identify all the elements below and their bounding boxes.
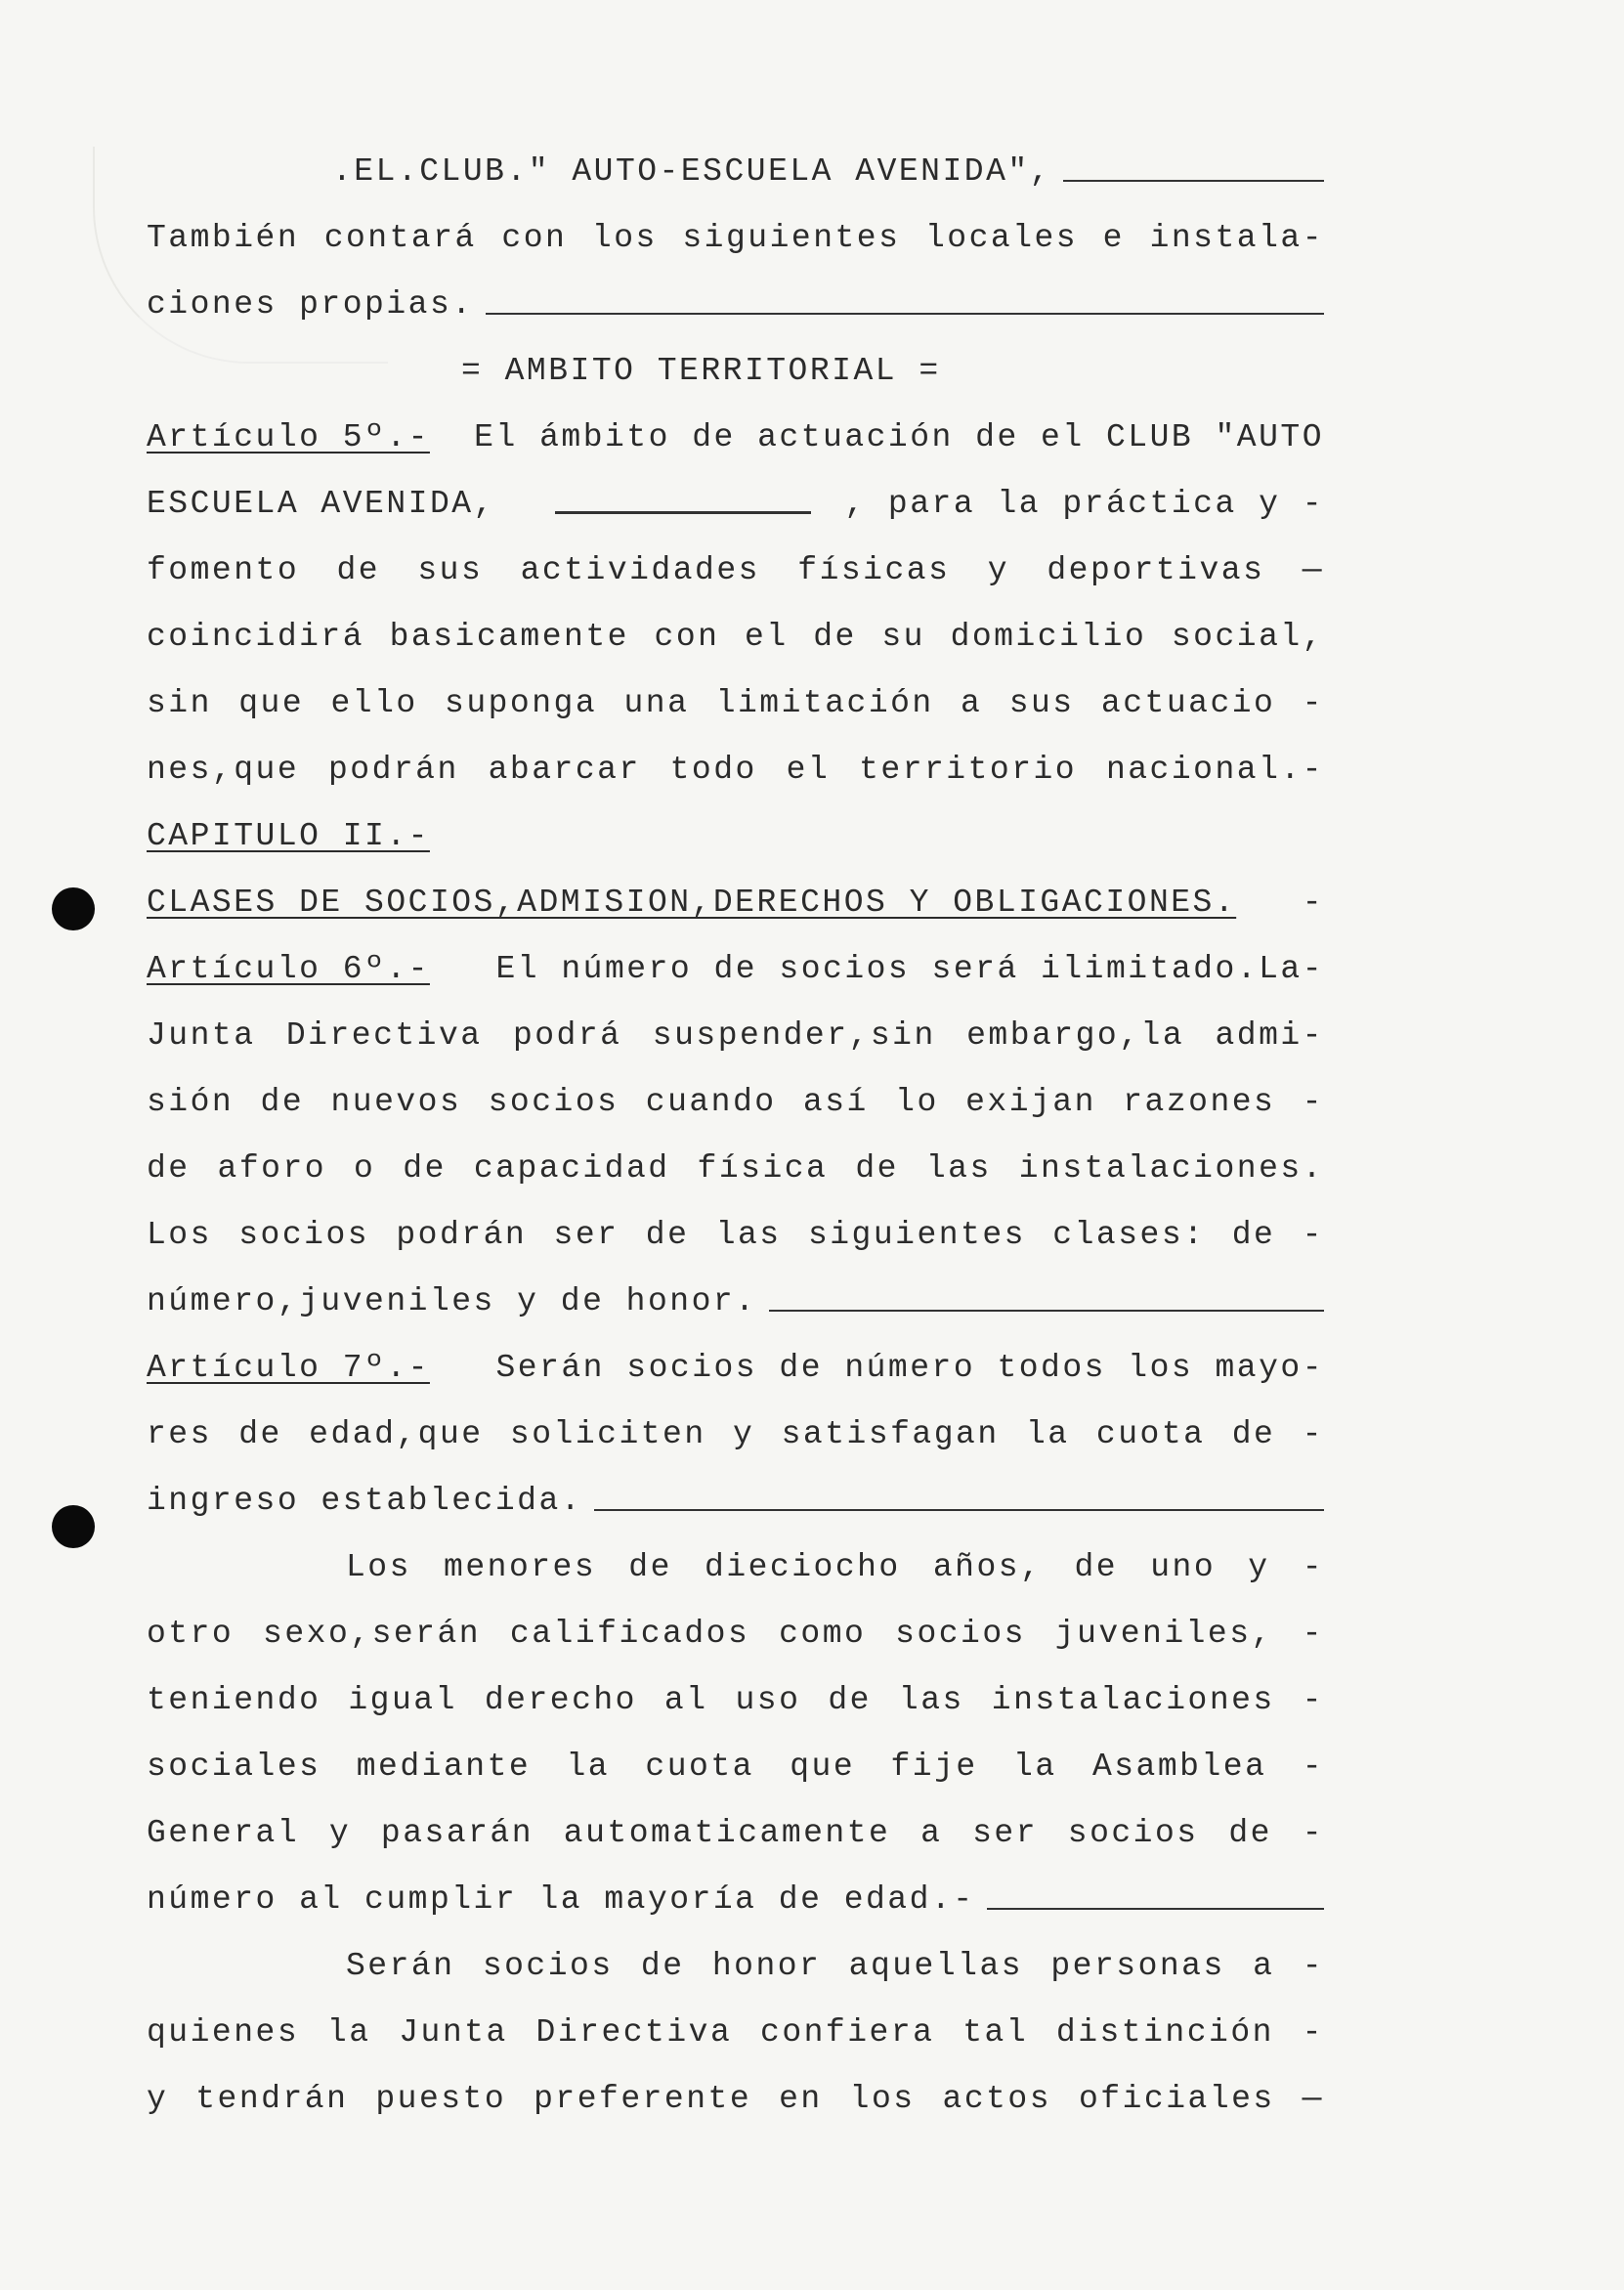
text-line — [147, 1734, 1324, 1800]
text-line — [147, 2066, 1324, 2133]
line-text: quienes la Junta Directiva confiera tal distinción - — [147, 2014, 1324, 2051]
text-line — [147, 604, 1324, 670]
line-text: General y pasarán automaticamente a ser socios de - — [147, 1815, 1324, 1851]
line-text: y tendrán puesto preferente en los actos oficiales — — [147, 2081, 1324, 2117]
line-text: - — [1302, 885, 1324, 921]
line-text: El número de socios será ilimitado.La- — [495, 951, 1324, 987]
text-line — [147, 1136, 1324, 1202]
text-line — [147, 1933, 1324, 2000]
text-line — [147, 2000, 1324, 2066]
blank-rule — [555, 511, 811, 514]
line-text: ciones propias. — [147, 286, 474, 323]
filler-rule — [486, 313, 1324, 315]
line-text: Serán socios de número todos los mayo- — [495, 1350, 1324, 1386]
text-line — [147, 1800, 1324, 1867]
text-line — [147, 1468, 1324, 1534]
line-text: sociales mediante la cuota que fije la Asamblea - — [147, 1749, 1324, 1785]
line-text: Los menores de dieciocho años, de uno y - — [346, 1549, 1324, 1585]
text-line — [147, 936, 1324, 1003]
line-text: número,juveniles y de honor. — [147, 1283, 757, 1319]
line-text: Los socios podrán ser de las siguientes clases: de - — [147, 1217, 1324, 1253]
text-line — [147, 1867, 1324, 1933]
text-line — [147, 1667, 1324, 1734]
line-text: de aforo o de capacidad física de las instalaciones. — [147, 1150, 1324, 1187]
line-text: nes,que podrán abarcar todo el territorio nacional.- — [147, 752, 1324, 788]
filler-rule — [987, 1908, 1324, 1910]
line-text: otro sexo,serán calificados como socios juveniles, - — [147, 1616, 1324, 1652]
underlined-heading: Artículo 5º.- — [147, 419, 430, 455]
line-text: sión de nuevos socios cuando así lo exijan razones - — [147, 1084, 1324, 1120]
filler-rule — [594, 1509, 1324, 1511]
line-text: .EL.CLUB." AUTO-ESCUELA AVENIDA", — [332, 153, 1052, 190]
underlined-heading: CAPITULO II.- — [147, 818, 430, 854]
line-text: El ámbito de actuación de el CLUB "AUTO — [474, 419, 1324, 455]
line-text: Junta Directiva podrá suspender,sin embargo,la admi- — [147, 1017, 1324, 1054]
punch-hole — [52, 887, 95, 930]
text-line — [147, 870, 1324, 936]
document-body — [147, 139, 1324, 2133]
text-line — [147, 1402, 1324, 1468]
underlined-heading: Artículo 7º.- — [147, 1350, 430, 1386]
line-text: , para la práctica y - — [844, 486, 1324, 522]
text-line — [147, 471, 1324, 538]
underlined-heading: Artículo 6º.- — [147, 951, 430, 987]
filler-rule — [769, 1310, 1325, 1312]
punch-hole — [52, 1505, 95, 1548]
text-line — [147, 670, 1324, 737]
line-text: fomento de sus actividades físicas y deportivas — — [147, 552, 1324, 588]
text-line — [147, 1269, 1324, 1335]
line-text: También contará con los siguientes locales e instala- — [147, 220, 1324, 256]
text-line — [147, 737, 1324, 803]
text-line — [147, 205, 1324, 272]
text-line — [147, 538, 1324, 604]
text-line — [147, 272, 1324, 338]
text-line — [147, 405, 1324, 471]
line-text: coincidirá basicamente con el de su domicilio social, — [147, 619, 1324, 655]
text-line — [147, 1069, 1324, 1136]
text-line — [147, 338, 1324, 405]
line-text: res de edad,que soliciten y satisfagan la cuota de - — [147, 1416, 1324, 1452]
text-line — [147, 1601, 1324, 1667]
line-text: Serán socios de honor aquellas personas a - — [346, 1948, 1324, 1984]
line-text: = AMBITO TERRITORIAL = — [461, 353, 941, 389]
text-line — [147, 1335, 1324, 1402]
line-text: número al cumplir la mayoría de edad.- — [147, 1881, 975, 1918]
text-line — [147, 139, 1324, 205]
text-line — [147, 1202, 1324, 1269]
text-line — [147, 803, 1324, 870]
text-line — [147, 1003, 1324, 1069]
underlined-heading: CLASES DE SOCIOS,ADMISION,DERECHOS Y OBLIGACIONES. — [147, 885, 1237, 921]
line-text: ingreso establecida. — [147, 1483, 583, 1519]
line-text: ESCUELA AVENIDA, — [147, 486, 495, 522]
text-line — [147, 1534, 1324, 1601]
line-text: teniendo igual derecho al uso de las instalaciones - — [147, 1682, 1324, 1718]
filler-rule — [1063, 180, 1324, 182]
line-text: sin que ello suponga una limitación a sus actuacio - — [147, 685, 1324, 721]
